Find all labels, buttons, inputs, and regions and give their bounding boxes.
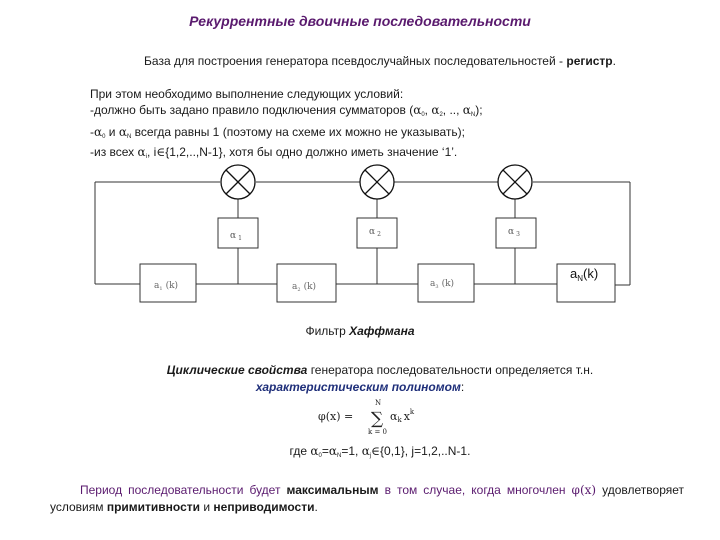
alpha-index-j: j xyxy=(369,453,372,459)
period-phi: φ(x) xyxy=(571,483,597,497)
period-and: и xyxy=(200,500,214,514)
alpha-symbol: α xyxy=(310,444,319,458)
cyclic-properties-line xyxy=(0,363,720,377)
where-text: где xyxy=(289,444,311,458)
where-set: {0,1}, j=1,2,..N-1. xyxy=(380,444,471,458)
period-primitivity: примитивности xyxy=(106,500,201,514)
alpha-index-n: N xyxy=(336,453,342,459)
condition-2-text: всегда равны 1 (поэтому на схеме их можно не указывать); xyxy=(131,125,465,139)
alpha-symbol: α xyxy=(462,103,471,117)
register-label-n: $a_N(k)$ xyxy=(570,266,599,283)
condition-1-end: ); xyxy=(475,103,483,117)
adder-1 xyxy=(221,165,255,199)
huffman-filter-diagram xyxy=(0,160,720,320)
period-irreducibility: неприводимости xyxy=(213,500,315,514)
coefficient-label-1: α $_1$ xyxy=(230,231,242,242)
figure-caption xyxy=(0,324,720,338)
alpha-symbol: α xyxy=(413,103,422,117)
alpha-symbol: α xyxy=(328,444,337,458)
condition-1-text: -должно быть задано правило подключения сумматоров ( xyxy=(90,103,414,117)
where-value: =1, xyxy=(341,444,362,458)
page-title: Рекуррентные двоичные последовательности xyxy=(189,13,531,29)
caption-bold: Хаффмана xyxy=(349,324,415,338)
separator: , xyxy=(424,103,432,117)
polynomial-colon: : xyxy=(460,380,465,394)
formula-lhs: φ(x) = xyxy=(318,410,354,423)
alpha-index-n: N xyxy=(126,134,132,140)
condition-3-index: , i xyxy=(146,145,157,159)
coefficient-label-2: α $_2$ xyxy=(369,227,381,238)
intro-paragraph xyxy=(0,54,720,68)
alpha-symbol: α xyxy=(118,125,127,139)
alpha-index-2: 2 xyxy=(439,112,443,118)
where-eq: = xyxy=(321,444,329,458)
condition-3-end: {1,2,..,N-1}, хотя бы одно должно иметь значение ‘1’. xyxy=(165,145,458,159)
condition-2-and: и xyxy=(105,125,119,139)
coefficient-box-1 xyxy=(218,218,258,248)
alpha-index-0: 0 xyxy=(102,134,106,140)
period-maximal: максимальным xyxy=(286,483,379,497)
where-line xyxy=(0,444,720,459)
coefficient-label-3: α $_3$ xyxy=(508,227,520,238)
adder-3 xyxy=(498,165,532,199)
cyclic-bold: Циклические свойства xyxy=(166,363,308,377)
register-label-2: $a_2$ (k) xyxy=(292,282,317,293)
alpha-index-0: 0 xyxy=(421,112,425,118)
intro-text: База для построения генератора псевдослучайных последовательностей - xyxy=(144,54,564,68)
caption-text: Фильтр xyxy=(305,324,350,338)
element-of-symbol: ∈ xyxy=(371,444,381,458)
characteristic-polynomial-line xyxy=(0,380,720,394)
condition-2-dash: - xyxy=(90,125,94,139)
alpha-symbol: α xyxy=(361,444,370,458)
period-text-a: Период последовательности будет xyxy=(80,483,287,497)
polynomial-formula xyxy=(318,396,478,436)
intro-bold: регистр xyxy=(566,54,613,68)
alpha-symbol: α xyxy=(137,145,146,159)
register-label-3: $a_3$ (k) xyxy=(430,279,455,290)
polynomial-term: характеристическим полиномом xyxy=(255,380,461,394)
condition-2 xyxy=(90,124,465,145)
element-of-symbol: ∈ xyxy=(156,145,166,159)
alpha-index-i: i xyxy=(145,154,147,160)
formula-lower-limit: k = 0 xyxy=(368,428,388,436)
formula-term: αk $x^k$ xyxy=(390,408,415,424)
alpha-symbol: α xyxy=(431,103,440,117)
condition-3-text: -из всех xyxy=(90,145,138,159)
cyclic-text: генератора последовательности определяется т.н. xyxy=(307,363,594,377)
formula-upper-limit: N xyxy=(375,399,382,407)
period-text-c: удовлетворяет условиям xyxy=(50,483,684,514)
adder-2 xyxy=(360,165,394,199)
period-paragraph xyxy=(50,482,684,516)
period-end: . xyxy=(314,500,318,514)
register-label-1: $a_1$ (k) xyxy=(154,281,179,292)
condition-1 xyxy=(90,102,483,123)
period-text-b: в том случае, когда многочлен xyxy=(378,483,572,497)
alpha-index-0: 0 xyxy=(318,453,322,459)
alpha-index-n: N xyxy=(470,112,476,118)
conditions-lead: При этом необходимо выполнение следующих условий: xyxy=(90,87,404,101)
alpha-symbol: α xyxy=(94,125,103,139)
sum-symbol: ∑ xyxy=(371,409,384,429)
ellipsis: , .., xyxy=(442,103,463,117)
intro-end: . xyxy=(612,54,616,68)
